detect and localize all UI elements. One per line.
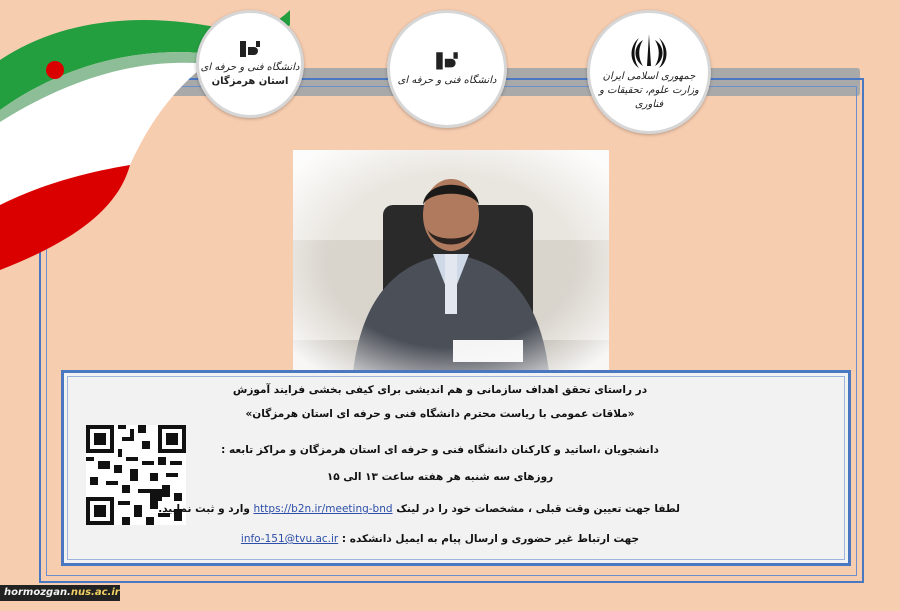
meeting-link[interactable]: https://b2n.ir/meeting-bnd [253, 503, 393, 515]
announcement-line-5 [158, 503, 680, 515]
footer-site-a: hormozgan. [4, 587, 71, 598]
iran-emblem-icon [629, 32, 669, 70]
logo-right-line1: جمهوری اسلامی ایران [602, 71, 696, 82]
logo-center-line1: دانشگاه فنی و حرفه ای [397, 75, 497, 86]
announcement-line-2: «ملاقات عمومی با ریاست محترم دانشگاه فنی و حرفه ای استان هرمزگان» [245, 408, 635, 420]
line5-prefix: لطفا جهت تعیین وقت قبلی ، مشخصات خود را در لینک [396, 503, 680, 515]
logo-right-line2: وزارت علوم، تحقیقات و فناوری [599, 85, 699, 110]
announcement-line-1: در راستای تحقق اهداف سازمانی و هم اندیشی برای کیفی بخشی فرایند آموزش [232, 384, 648, 396]
logo-tvu-hormozgan [196, 10, 304, 118]
tvu-emblem-icon [237, 39, 263, 61]
logo-ministry [587, 10, 711, 134]
logo-tvu [387, 10, 507, 128]
tvu-emblem-icon [433, 50, 461, 74]
site-footer[interactable] [0, 585, 120, 601]
email-link[interactable]: info-151@tvu.ac.ir [240, 533, 339, 545]
announcement-line-4: روزهای سه شنبه هر هفته ساعت ۱۳ الی ۱۵ [326, 471, 554, 483]
logo-left-line2: استان هرمزگان [211, 76, 289, 87]
portrait-photo [293, 150, 609, 372]
footer-site-b: nus.ac.ir [70, 587, 120, 598]
line5-suffix: وارد و ثبت نمایید. [158, 503, 250, 515]
announcement-line-6 [200, 533, 680, 545]
announcement-line-3: دانشجویان ،اساتید و کارکنان دانشگاه فنی و حرفه ای استان هرمزگان و مراکز تابعه : [221, 444, 659, 456]
line6-prefix: جهت ارتباط غیر حضوری و ارسال پیام به ایمیل دانشکده : [341, 533, 640, 545]
logo-left-line1: دانشگاه فنی و حرفه ای [200, 62, 300, 73]
